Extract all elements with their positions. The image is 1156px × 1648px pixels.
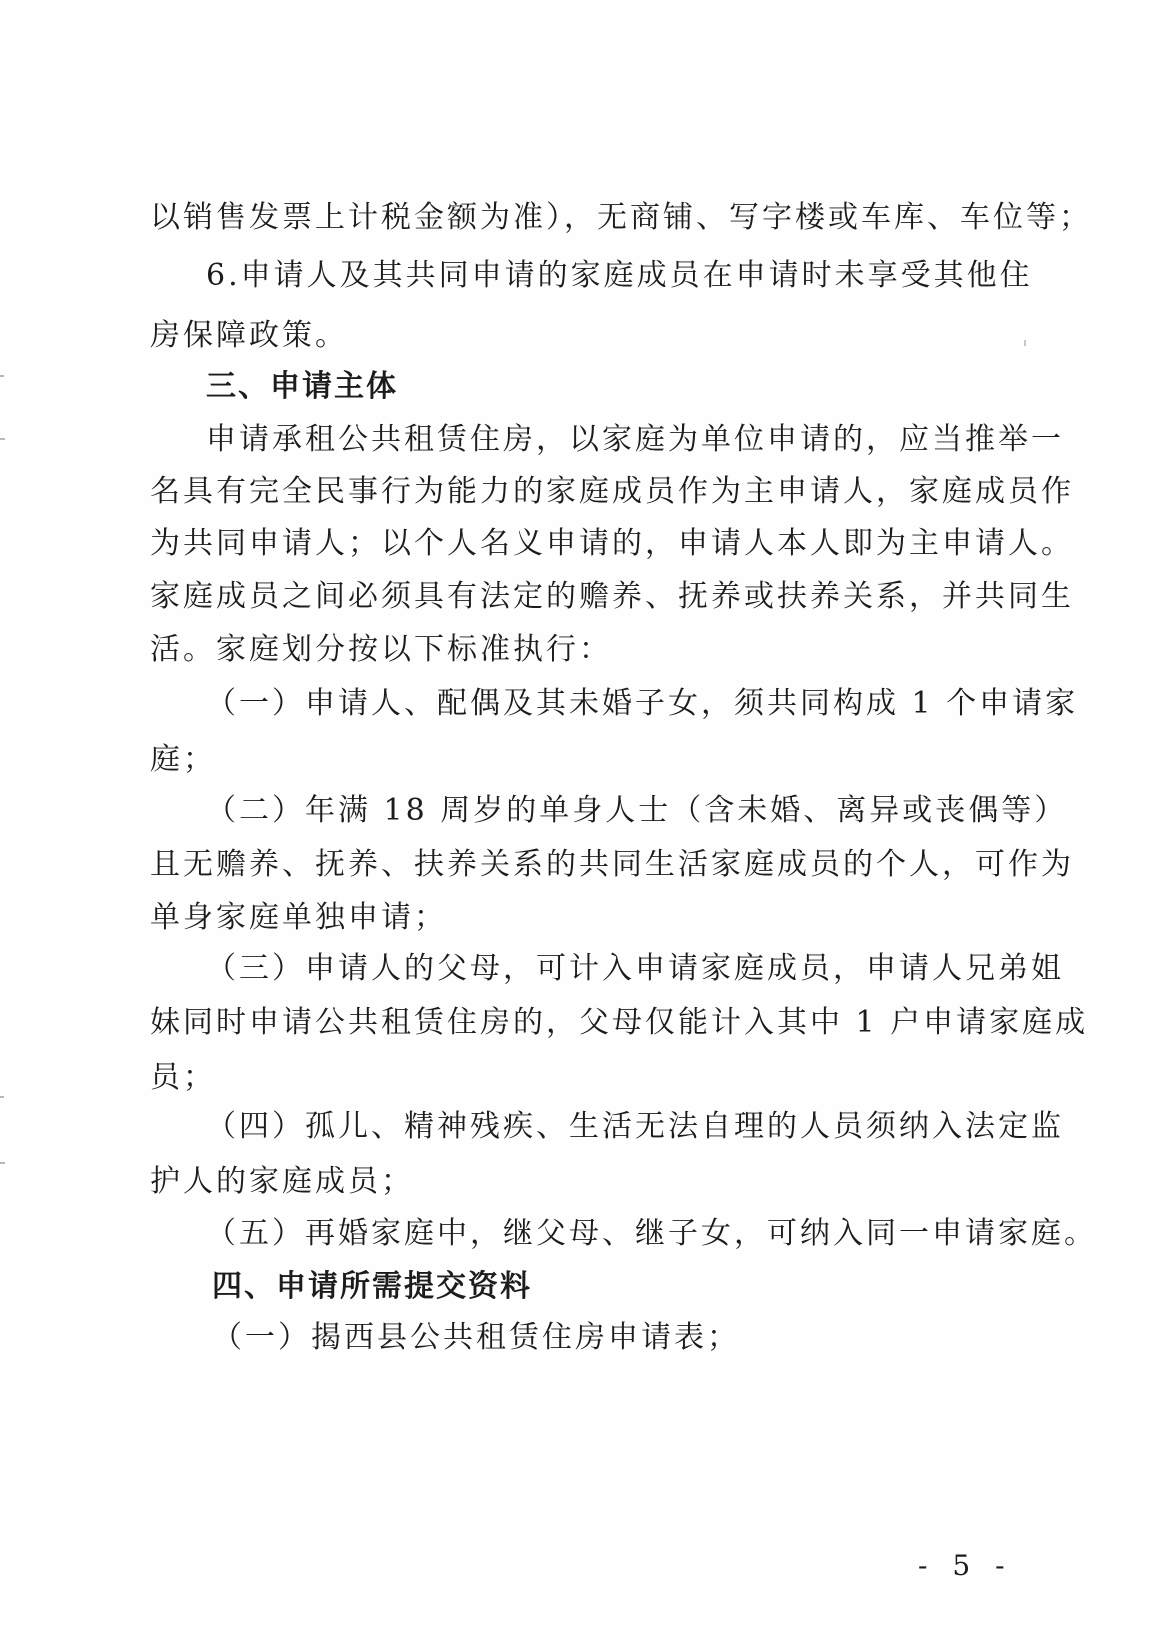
scan-mark (0, 438, 5, 440)
list-item-line: 单身家庭单独申请； (150, 900, 447, 935)
list-item-line: （三）申请人的父母，可计入申请家庭成员，申请人兄弟姐 (206, 951, 1064, 986)
page-number: - 5 - (918, 1549, 1013, 1582)
paragraph-line: 以销售发票上计税金额为准），无商铺、写字楼或车库、车位等； (150, 200, 1092, 235)
list-item-line: （一）申请人、配偶及其未婚子女，须共同构成 1 个申请家 (206, 686, 1079, 721)
section-heading: 三、申请主体 (206, 369, 398, 404)
list-item-line: 妹同时申请公共租赁住房的，父母仅能计入其中 1 户申请家庭成 (150, 1005, 1089, 1040)
paragraph-line: 活。家庭划分按以下标准执行： (150, 632, 612, 667)
paragraph-line: 为共同申请人；以个人名义申请的，申请人本人即为主申请人。 (150, 526, 1074, 561)
paragraph-line: 家庭成员之间必须具有法定的赡养、抚养或扶养关系，并共同生 (150, 579, 1074, 614)
list-item-line: （四）孤儿、精神残疾、生活无法自理的人员须纳入法定监 (206, 1109, 1064, 1144)
list-item-line: （一）揭西县公共租赁住房申请表； (212, 1320, 740, 1355)
paragraph-line: 房保障政策。 (150, 318, 348, 353)
list-item-line: 护人的家庭成员； (150, 1164, 414, 1199)
list-item-line: 且无赡养、抚养、扶养关系的共同生活家庭成员的个人，可作为 (150, 847, 1074, 882)
scan-mark (1024, 340, 1026, 346)
scan-mark (0, 375, 4, 377)
section-heading: 四、申请所需提交资料 (212, 1269, 532, 1304)
paragraph-line: 名具有完全民事行为能力的家庭成员作为主申请人，家庭成员作 (150, 474, 1074, 509)
paragraph-line: 申请承租公共租赁住房，以家庭为单位申请的，应当推举一 (206, 422, 1064, 457)
paragraph-line: 6.申请人及其共同申请的家庭成员在申请时未享受其他住 (206, 258, 1033, 293)
list-item-line: 员； (150, 1060, 216, 1095)
scan-mark (0, 1162, 5, 1164)
scan-mark (0, 1096, 4, 1098)
list-item-line: （二）年满 18 周岁的单身人士（含未婚、离异或丧偶等） (206, 793, 1068, 828)
list-item-line: 庭； (150, 742, 216, 777)
list-item-line: （五）再婚家庭中，继父母、继子女，可纳入同一申请家庭。 (206, 1216, 1097, 1251)
